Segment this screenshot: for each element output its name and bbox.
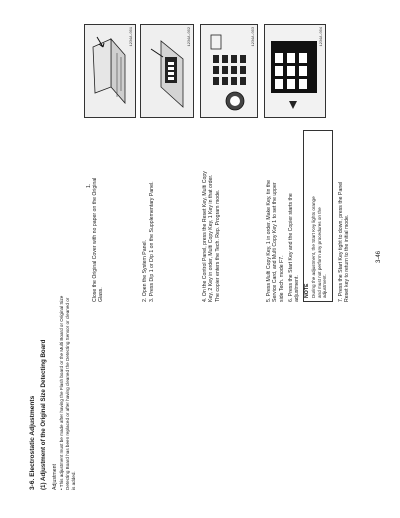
note-text xyxy=(311,196,328,298)
step-line: Glass. xyxy=(98,287,105,302)
step-number: 2. xyxy=(142,297,148,302)
step-line: Press Dip 1 or Dip 1 on the Supplementary Panel. xyxy=(149,181,155,297)
step-item xyxy=(202,171,221,302)
step-line: Reset key to return to the initial mode. xyxy=(344,214,351,302)
step-item xyxy=(266,180,285,302)
step-number: 6. xyxy=(288,297,294,302)
system-panel-illustration xyxy=(141,25,193,117)
step-item xyxy=(288,193,301,302)
figure-control-panel xyxy=(200,24,258,118)
step-line: Press Multi Copy Key, 1 in order. Make Key, tin the xyxy=(266,179,272,297)
intro-line: is added. xyxy=(71,471,76,490)
step-number: 5. xyxy=(266,297,272,302)
display-panel-illustration xyxy=(265,25,325,117)
step-item xyxy=(149,181,155,302)
control-panel-illustration xyxy=(201,25,257,117)
step-line: side Tech. mode F7. xyxy=(278,255,285,302)
step-line: On the Control Panel, press the Reset Key, Multi Copy xyxy=(202,171,208,297)
step-text xyxy=(92,132,105,302)
note-line: During the adjustment, the Start Key lights orange xyxy=(311,196,316,298)
step-line: The copier enters the Tech. Rep. Program mode. xyxy=(214,189,221,302)
intro-line: Detecting Board has been replaced or after having cleaned the Detecting Sensor or cleaned or xyxy=(65,297,70,490)
copier-lid-illustration xyxy=(85,25,135,117)
section-heading: (1) Adjustment of the Original Size Detecting Board xyxy=(40,339,47,490)
step-number: 1. xyxy=(86,183,92,188)
page-title: 3-6. Electrostatic Adjustments xyxy=(29,395,36,490)
step-line: adjustment. xyxy=(294,275,301,302)
step-line: Close the Original Cover with no paper on the Original xyxy=(92,177,98,302)
step-number: 7. xyxy=(338,297,344,302)
figure-display-panel xyxy=(264,24,326,118)
step-line: Press the Start Key tight to down, press the Panel xyxy=(338,181,344,297)
step-item xyxy=(338,182,351,302)
step-line: Service Card, and Multi Copy Key 1 to set the upper xyxy=(272,182,279,302)
page-number: 3-46 xyxy=(376,250,382,263)
intro-label: Adjustment xyxy=(52,464,58,490)
note-line: adjustment. xyxy=(322,274,328,298)
step-item xyxy=(142,240,148,302)
figure-system-panel xyxy=(140,24,194,118)
step-number: 4. xyxy=(202,297,208,302)
step-number: 3. xyxy=(149,297,155,302)
figure-caption: 1234A-001 xyxy=(130,27,134,47)
note-line: and must not perform any procedures on the xyxy=(316,207,322,298)
intro-line: • This adjustment must be made after having the Flash board or the Multi Board or Original Size xyxy=(59,295,64,490)
step-line: Key, 2 Key in order, Multi Copy Key, 1 Key in that order. xyxy=(208,174,215,302)
figure-caption: 1234A-002 xyxy=(188,27,192,47)
step-line: Press the Start Key and the Copier starts the xyxy=(288,193,294,297)
step-line: Open the System Panel. xyxy=(142,239,148,297)
figure-caption: 1234A-003 xyxy=(252,27,256,47)
note-label: NOTE xyxy=(304,283,310,298)
figure-caption: 1234A-004 xyxy=(320,27,324,47)
figure-copier-lid xyxy=(84,24,136,118)
